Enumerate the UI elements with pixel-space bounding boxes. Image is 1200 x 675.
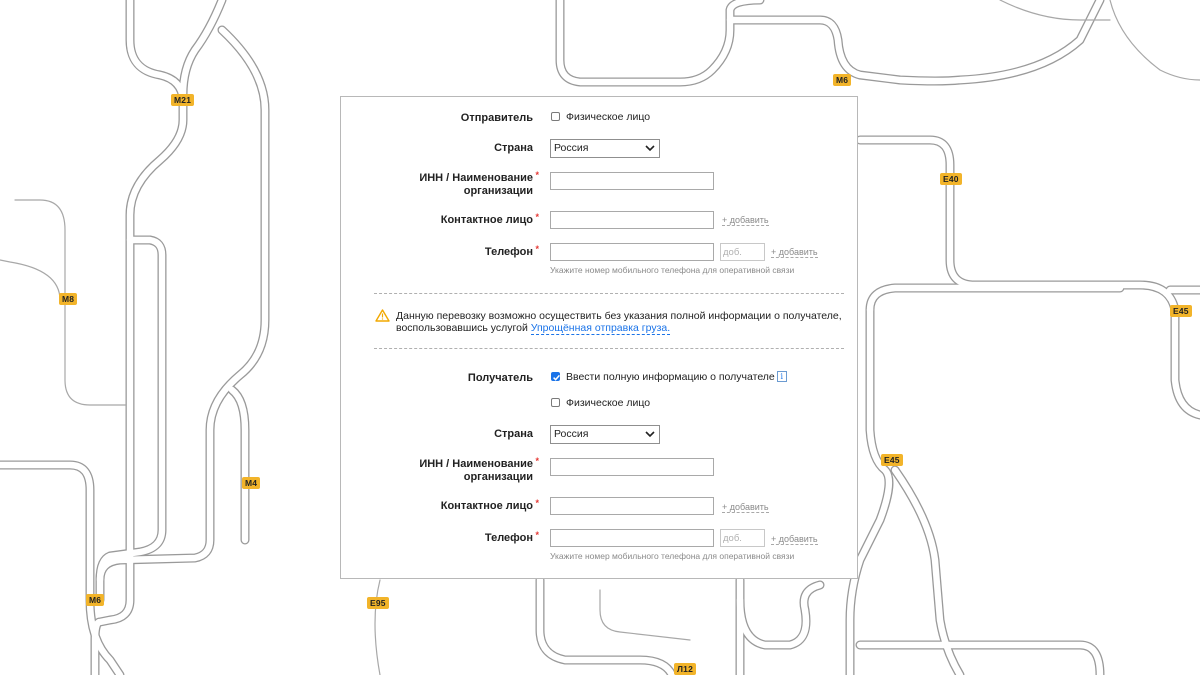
sender-phone-label: [383, 244, 539, 259]
route-shield-m6-top: M6: [833, 74, 851, 86]
required-mark: *: [535, 170, 539, 180]
cargo-form-card: [340, 96, 858, 579]
sender-contact-input[interactable]: [550, 211, 714, 229]
checkmark-icon: [552, 373, 561, 382]
notice-line2-text: воспользовавшись услугой: [396, 322, 531, 334]
recipient-org-input[interactable]: [550, 458, 714, 476]
recipient-contact-label: [383, 498, 539, 513]
recipient-contact-input[interactable]: [550, 497, 714, 515]
recipient-org-label-line1: ИНН / Наименование: [419, 458, 533, 470]
divider: [374, 348, 844, 349]
recipient-country-value: Россия: [554, 428, 589, 440]
required-mark: *: [535, 530, 539, 540]
recipient-label: Получатель: [467, 372, 533, 384]
sender-phone-label-text: Телефон: [484, 246, 533, 258]
sender-label: Отправитель: [460, 112, 533, 124]
route-shield-e40: E40: [940, 173, 962, 185]
recipient-full-info-label-text: Ввести полную информацию о получателе: [566, 371, 775, 383]
sender-individual-checkbox[interactable]: [551, 112, 560, 121]
recipient-contact-label-text: Контактное лицо: [440, 500, 533, 512]
recipient-individual-checkbox[interactable]: [551, 398, 560, 407]
sender-org-label-line2: организации: [463, 185, 533, 197]
recipient-org-label-line2: организации: [463, 471, 533, 483]
route-shield-e95: E95: [367, 597, 389, 609]
recipient-phone-input[interactable]: [550, 529, 714, 547]
sender-phone-ext-input[interactable]: доб.: [720, 243, 765, 261]
sender-phone-hint: Укажите номер мобильного телефона для оперативной связи: [550, 265, 795, 275]
info-icon[interactable]: i: [777, 371, 787, 382]
recipient-phone-ext-input[interactable]: доб.: [720, 529, 765, 547]
sender-contact-add-link[interactable]: + добавить: [722, 215, 769, 225]
recipient-country-select[interactable]: [550, 425, 660, 444]
route-shield-m21: M21: [171, 94, 194, 106]
notice-line1: Данную перевозку возможно осуществить без указания полной информации о получателе,: [396, 310, 842, 322]
route-shield-e45-right: E45: [1170, 305, 1192, 317]
route-shield-m6-bottom: M6: [86, 594, 104, 606]
route-shield-m8: M8: [59, 293, 77, 305]
simplified-shipping-notice: [396, 310, 846, 334]
sender-country-select[interactable]: [550, 139, 660, 158]
sender-country-value: Россия: [554, 142, 589, 154]
sender-org-input[interactable]: [550, 172, 714, 190]
sender-country-label: Страна: [494, 142, 533, 154]
divider: [374, 293, 844, 294]
sender-phone-input[interactable]: [550, 243, 714, 261]
recipient-phone-label: [383, 530, 539, 545]
sender-contact-label: [383, 212, 539, 227]
recipient-full-info-label[interactable]: [566, 371, 787, 383]
recipient-org-label: [383, 456, 539, 484]
route-shield-m4: M4: [242, 477, 260, 489]
sender-org-label-line1: ИНН / Наименование: [419, 172, 533, 184]
required-mark: *: [535, 244, 539, 254]
recipient-contact-add-link[interactable]: + добавить: [722, 502, 769, 512]
route-shield-l12: Л12: [674, 663, 696, 675]
sender-individual-label[interactable]: Физическое лицо: [566, 111, 651, 123]
route-shield-e45-center: E45: [881, 454, 903, 466]
recipient-full-info-checkbox[interactable]: [551, 372, 560, 381]
sender-contact-label-text: Контактное лицо: [440, 214, 533, 226]
required-mark: *: [535, 456, 539, 466]
recipient-phone-hint: Укажите номер мобильного телефона для оперативной связи: [550, 551, 795, 561]
sender-phone-add-link[interactable]: + добавить: [771, 247, 818, 257]
required-mark: *: [535, 212, 539, 222]
recipient-phone-label-text: Телефон: [484, 532, 533, 544]
recipient-phone-add-link[interactable]: + добавить: [771, 534, 818, 544]
recipient-country-label: Страна: [494, 428, 533, 440]
required-mark: *: [535, 498, 539, 508]
warning-icon: [375, 309, 390, 322]
sender-org-label: [383, 170, 539, 198]
recipient-individual-label[interactable]: Физическое лицо: [566, 397, 651, 409]
chevron-down-icon: [645, 144, 655, 152]
notice-line2: [396, 322, 846, 334]
simplified-shipping-link[interactable]: Упрощённая отправка груза.: [530, 322, 671, 334]
chevron-down-icon: [645, 430, 655, 438]
